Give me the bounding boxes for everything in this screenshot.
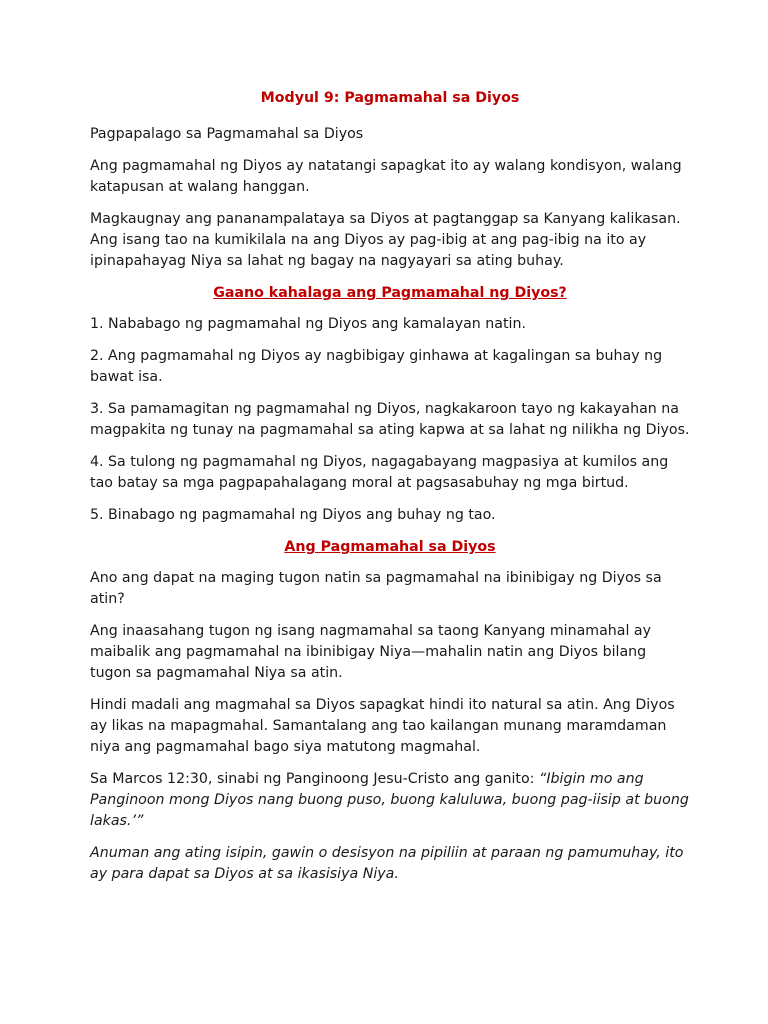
page-title: Modyul 9: Pagmamahal sa Diyos <box>260 90 520 106</box>
intro-paragraph: Ang pagmamahal ng Diyos ay natatangi sapagkat ito ay walang kondisyon, walang katapusan at walang hanggan. <box>90 158 682 195</box>
subtitle: Pagpapalago sa Pagmamahal sa Diyos <box>90 126 364 142</box>
list-item: 3. Sa pamamagitan ng pagmamahal ng Diyos, nagkakaroon tayo ng kakayahan na magpakita ng tunay na pagmamahal sa ating kapwa at sa lahat ng nilikha ng Diyos. <box>90 401 690 438</box>
list-item: 5. Binabago ng pagmamahal ng Diyos ang buhay ng tao. <box>90 507 496 523</box>
scripture-paragraph <box>90 769 690 832</box>
list-item: 2. Ang pagmamahal ng Diyos ay nagbibigay ginhawa at kagalingan sa buhay ng bawat isa. <box>90 348 663 385</box>
body-paragraph: Ano ang dapat na maging tugon natin sa pagmamahal na ibinibigay ng Diyos sa atin? <box>90 570 662 607</box>
quote-intro: Sa Marcos 12:30, sinabi ng Panginoong Jesu-Cristo ang ganito: <box>90 771 539 787</box>
list-item: 1. Nababago ng pagmamahal ng Diyos ang kamalayan natin. <box>90 316 526 332</box>
document-page <box>90 88 690 896</box>
closing-paragraph: Anuman ang ating isipin, gawin o desisyon na pipiliin at paraan ng pamumuhay, ito ay para dapat sa Diyos at sa ikasisiya Niya. <box>90 845 684 882</box>
section-heading-importance: Gaano kahalaga ang Pagmamahal ng Diyos? <box>213 285 567 301</box>
body-paragraph: Hindi madali ang magmahal sa Diyos sapagkat hindi ito natural sa atin. Ang Diyos ay likas na mapagmahal. Samantalang ang tao kailangan munang maramdaman niya ang pagmamahal bago siya matutong magmahal. <box>90 697 675 755</box>
section-heading-love-for-god: Ang Pagmamahal sa Diyos <box>284 539 496 555</box>
list-item: 4. Sa tulong ng pagmamahal ng Diyos, nagagabayang magpasiya at kumilos ang tao batay sa mga pagpapahalagang moral at pagsasabuhay ng mga birtud. <box>90 454 669 491</box>
body-paragraph: Ang inaasahang tugon ng isang nagmamahal sa taong Kanyang minamahal ay maibalik ang pagmamahal na ibinibigay Niya—mahalin natin ang Diyos bilang tugon sa pagmamahal Niya sa atin. <box>90 623 652 681</box>
intro-paragraph: Magkaugnay ang pananampalataya sa Diyos at pagtanggap sa Kanyang kalikasan. Ang isang tao na kumikilala na ang Diyos ay pag-ibig at ang pag-ibig na ito ay ipinapahayag Niya sa lahat ng bagay na nagyayari sa ating buhay. <box>90 211 681 269</box>
scripture-quote: “Ibigin mo ang Panginoon mong Diyos nang buong puso, buong kaluluwa, buong pag-iisip at buong lakas.’” <box>90 771 689 829</box>
